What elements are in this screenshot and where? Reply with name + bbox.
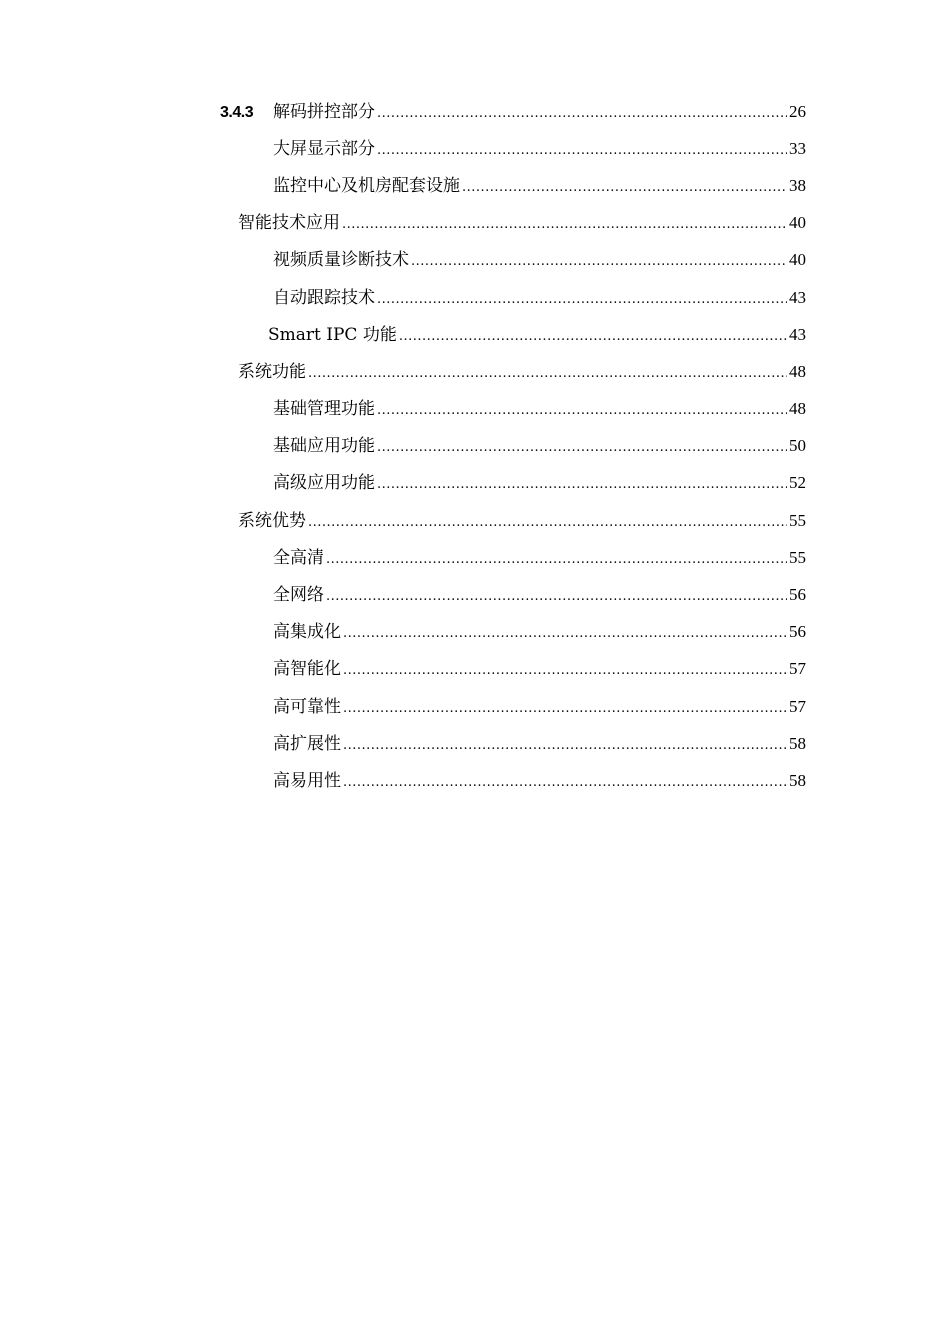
toc-entry[interactable] xyxy=(0,94,950,131)
toc-entry-line xyxy=(273,436,806,458)
toc-dot-leader xyxy=(326,587,787,607)
toc-entry-title: 高扩展性 xyxy=(273,733,341,754)
toc-entry-title: 高可靠性 xyxy=(273,696,341,717)
toc-entry-line xyxy=(238,511,806,533)
toc-entry-page: 56 xyxy=(789,622,806,642)
toc-entry[interactable] xyxy=(0,280,950,317)
toc-entry-title: 高级应用功能 xyxy=(273,473,375,494)
toc-dot-leader xyxy=(326,550,787,570)
toc-entry-page: 33 xyxy=(789,138,806,158)
toc-entry-page: 38 xyxy=(789,175,806,195)
toc-dot-leader xyxy=(343,773,787,793)
toc-entry-line xyxy=(273,288,806,310)
toc-entry-title: 全高清 xyxy=(273,547,324,568)
toc-entry-line xyxy=(268,325,806,347)
toc-dot-leader xyxy=(308,513,787,533)
toc-entry[interactable] xyxy=(0,466,950,503)
toc-entry[interactable] xyxy=(0,689,950,726)
toc-entry-title: 基础应用功能 xyxy=(273,436,375,457)
toc-dot-leader xyxy=(462,178,787,198)
toc-entry[interactable] xyxy=(0,168,950,205)
toc-entry-page: 56 xyxy=(789,585,806,605)
toc-entry-page: 50 xyxy=(789,436,806,456)
toc-entry[interactable] xyxy=(0,540,950,577)
toc-entry-line xyxy=(273,659,806,681)
toc-entry-line xyxy=(273,473,806,495)
toc-dot-leader xyxy=(377,438,787,458)
toc-dot-leader xyxy=(399,327,787,347)
toc-entry-page: 55 xyxy=(789,547,806,567)
toc-entry-title: 系统优势 xyxy=(238,510,306,531)
toc-entry[interactable] xyxy=(0,615,950,652)
table-of-contents xyxy=(0,94,950,801)
toc-entry-title: 高易用性 xyxy=(273,770,341,791)
toc-entry-title: 解码拼控部分 xyxy=(273,101,375,122)
toc-entry-title: 高智能化 xyxy=(273,659,341,680)
toc-dot-leader xyxy=(308,364,787,384)
toc-entry[interactable] xyxy=(0,131,950,168)
toc-entry-line xyxy=(238,362,806,384)
toc-entry[interactable] xyxy=(0,206,950,243)
toc-entry-line xyxy=(273,102,806,124)
toc-entry-title: 自动跟踪技术 xyxy=(273,287,375,308)
toc-entry[interactable] xyxy=(0,429,950,466)
toc-entry-page: 40 xyxy=(789,250,806,270)
toc-entry-page: 26 xyxy=(789,101,806,121)
toc-entry-line xyxy=(273,622,806,644)
toc-entry-title: 监控中心及机房配套设施 xyxy=(273,175,460,196)
toc-entry-page: 57 xyxy=(789,696,806,716)
toc-entry-page: 43 xyxy=(789,287,806,307)
toc-entry-title: 高集成化 xyxy=(273,622,341,643)
toc-entry-page: 43 xyxy=(789,324,806,344)
toc-entry-page: 55 xyxy=(789,510,806,530)
toc-entry-line xyxy=(273,585,806,607)
toc-dot-leader xyxy=(411,252,787,272)
toc-entry[interactable] xyxy=(0,317,950,354)
toc-entry-title: 大屏显示部分 xyxy=(273,138,375,159)
toc-dot-leader xyxy=(342,215,787,235)
toc-entry-line xyxy=(273,771,806,793)
toc-entry-line xyxy=(273,250,806,272)
toc-entry[interactable] xyxy=(0,577,950,614)
toc-entry-number: 3.4.3 xyxy=(220,103,254,121)
toc-entry-title: 视频质量诊断技术 xyxy=(273,250,409,271)
toc-entry-line xyxy=(273,139,806,161)
toc-dot-leader xyxy=(377,290,787,310)
toc-entry-title: 基础管理功能 xyxy=(273,399,375,420)
toc-entry-line xyxy=(273,176,806,198)
toc-entry-page: 57 xyxy=(789,659,806,679)
toc-entry-page: 52 xyxy=(789,473,806,493)
toc-entry[interactable] xyxy=(0,354,950,391)
toc-dot-leader xyxy=(377,141,787,161)
toc-entry-title: 全网络 xyxy=(273,585,324,606)
toc-entry-page: 40 xyxy=(789,213,806,233)
toc-entry[interactable] xyxy=(0,392,950,429)
toc-dot-leader xyxy=(343,661,787,681)
toc-entry[interactable] xyxy=(0,243,950,280)
toc-entry[interactable] xyxy=(0,503,950,540)
toc-dot-leader xyxy=(343,624,787,644)
toc-entry-page: 48 xyxy=(789,399,806,419)
toc-entry-page: 48 xyxy=(789,361,806,381)
toc-dot-leader xyxy=(377,475,787,495)
toc-entry-line xyxy=(273,399,806,421)
toc-dot-leader xyxy=(343,736,787,756)
toc-dot-leader xyxy=(377,401,787,421)
toc-entry-title: 系统功能 xyxy=(238,361,306,382)
toc-entry-line xyxy=(238,213,806,235)
toc-dot-leader xyxy=(377,104,787,124)
toc-entry-line xyxy=(273,697,806,719)
toc-entry-title: 智能技术应用 xyxy=(238,213,340,234)
toc-entry-page: 58 xyxy=(789,733,806,753)
toc-entry-line xyxy=(273,734,806,756)
toc-entry[interactable] xyxy=(0,763,950,800)
toc-entry-title: Smart IPC 功能 xyxy=(268,324,397,345)
toc-entry[interactable] xyxy=(0,726,950,763)
toc-entry-page: 58 xyxy=(789,770,806,790)
toc-entry-line xyxy=(273,548,806,570)
toc-entry[interactable] xyxy=(0,652,950,689)
toc-dot-leader xyxy=(343,699,787,719)
